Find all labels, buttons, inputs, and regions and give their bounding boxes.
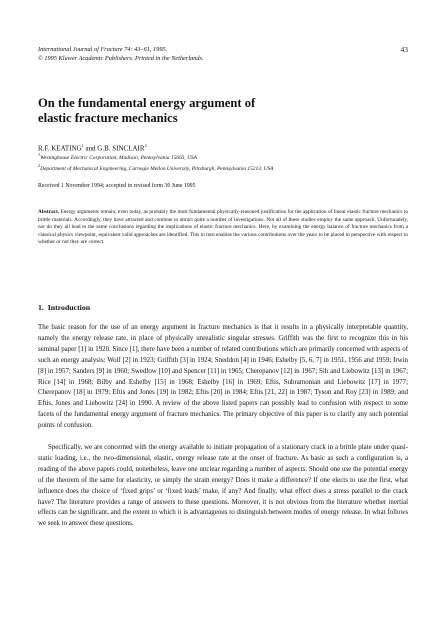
section-title: Introduction bbox=[47, 303, 91, 312]
affiliations bbox=[38, 151, 418, 173]
author-conjunction: and bbox=[83, 144, 98, 153]
paragraph-2: Specifically, we are concerned with the energy available to initiate propagation of a stationary crack in a brittle plate under quasi-static loading, i.e., the two-dimensional, elastic, energy release rate at the onset of fracture. As basic as such a configuration is, a reading of the above papers could, nonetheless, leave one unclear regarding a number of aspects. Should one use the potential energy of the theorem of the same for elasticity, or simply the strain energy? Does it make a difference? If one elects to use the first, what influence does the choice of ‘fixed grips’ or ‘fixed loads’ make, if any? And finally, what effect does a stress parallel to the crack have? The literature provides a range of answers to these questions. Moreover, it is not obvious from the literature whether inertial effects can be significant, and the extent to which it is advantageous to distinguish between modes of energy release. In what follows we seek to answer these questions. bbox=[38, 444, 408, 528]
author-2: G.B. SINCLAIR bbox=[97, 144, 145, 153]
article-title bbox=[38, 96, 408, 126]
title-line-1: On the fundamental energy argument of bbox=[38, 96, 256, 110]
abstract-text: Energy arguments remain, even today, as probably the most fundamental physically-reasoned justification for the application of linear elastic fracture mechanics to brittle materials. Accordingly, they have attracted and continue to attract quite a number of investigations. Not all of these studies employ the same approach. Unfortunately, nor do they all lead to the same conclusions regarding the implications of elastic fracture mechanics. Here, by examining the energy balance of fracture mechanics from a classical physics viewpoint, equivalent valid approaches are identified. This in turn enables the various contributions over the years to be placed in perspective with respect to whether or not they are correct. bbox=[38, 209, 408, 245]
abstract bbox=[38, 209, 408, 247]
copyright-line: © 1995 Kluwer Academic Publishers. Printed in the Netherlands. bbox=[38, 55, 204, 62]
affiliation-2-text: Department of Mechanical Engineering, Carnegie Mellon University, Pittsburgh, Pennsylvania 15213, USA bbox=[40, 165, 274, 172]
paragraph-1: The basic reason for the use of an energy argument in fracture mechanics is that it results in a physically interpretable quantity, namely the energy release rate, in place of physically unrealistic singular stresses. Griffith was the first to recognize this in his seminal paper [1] in 1920. Since [1], there have been a number of related contributions which are primarily concerned with aspects of such an energy analysis: Wolf [2] in 1923; Griffith [3] in 1924; Sneddon [4] in 1946; Eshelby [5, 6, 7] in 1951, 1956 and 1959; Irwin [8] in 1957; Sanders [9] in 1960; Swedlow [10] and Spencer [11] in 1965; Cherepanov [12] in 1967; Sih and Liebowitz [13] in 1967; Rice [14] in 1968; Bilby and Eshelby [15] in 1968; Eshelby [16] in 1969; Eftis, Subramonian and Liebowitz [17] in 1977; Cherepanov [18] in 1979; Eftis and Jones [19] in 1982; Eftis [20] in 1984; Eftis [21, 22] in 1987; Tyson and Roy [23] in 1989; and Eftis, Jones and Liebowitz [24] in 1990. A review of the above listed papers can possibly lead to confusion with respect to some facets of the fundamental energy argument of fracture mechanics. The primary objective of this paper is to clarify any such potential points of confusion. bbox=[38, 324, 408, 430]
page-number: 43 bbox=[400, 45, 408, 54]
affiliation-1-mark: 1 bbox=[38, 152, 41, 157]
affiliation-2-mark: 2 bbox=[38, 162, 41, 168]
author-2-affil-mark: 2 bbox=[144, 143, 147, 148]
affiliation-1-text: Westinghouse Electric Corporation, Madison, Pennsylvania 15663, USA bbox=[40, 154, 197, 161]
affiliation-1 bbox=[38, 151, 418, 162]
affiliation-2 bbox=[38, 162, 418, 173]
section-number: 1. bbox=[38, 303, 44, 312]
author-1: R.F. KEATING bbox=[38, 144, 82, 153]
journal-header bbox=[38, 45, 408, 63]
section-heading bbox=[38, 303, 90, 312]
author-1-affil-mark: 1 bbox=[81, 143, 84, 148]
abstract-label: Abstract. bbox=[38, 209, 60, 215]
received-dates: Received 1 November 1994; accepted in revised form 30 June 1995 bbox=[38, 183, 196, 189]
journal-citation: International Journal of Fracture 74: 43–61, 1995. bbox=[38, 46, 168, 53]
title-line-2: elastic fracture mechanics bbox=[38, 111, 178, 125]
